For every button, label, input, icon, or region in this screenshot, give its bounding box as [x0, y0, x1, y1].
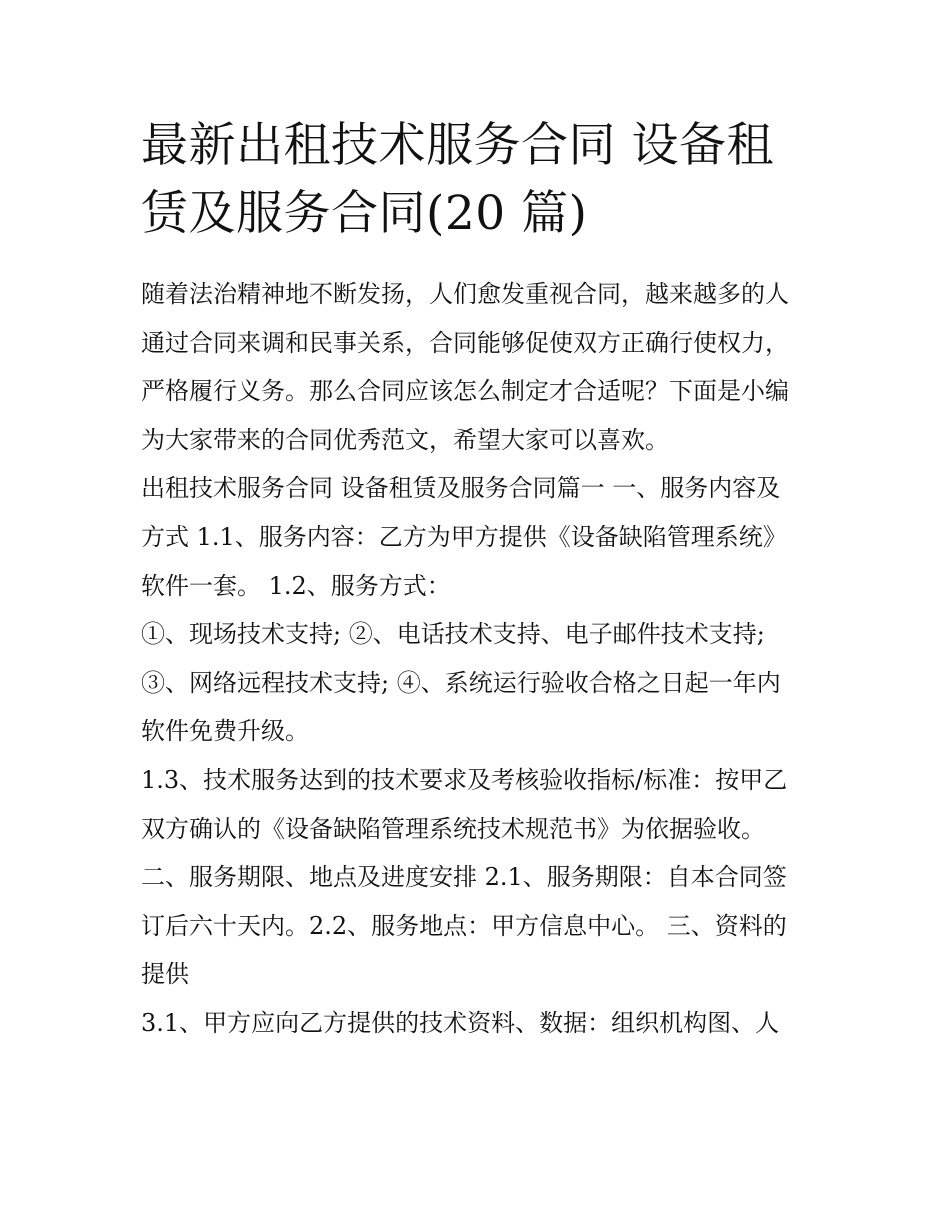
- text-line: 1.3、技术服务达到的技术要求及考核验收指标/标准：按甲乙: [141, 765, 788, 794]
- paragraph-service-content: [141, 464, 813, 610]
- paragraph-acceptance-and-term: [141, 756, 813, 999]
- paragraph-service-methods: [141, 610, 813, 756]
- text-line: 提供: [141, 960, 189, 989]
- text-line: 为大家带来的合同优秀范文，希望大家可以喜欢。: [141, 425, 669, 454]
- text-line: 订后六十天内。2.2、服务地点：甲方信息中心。 三、资料的: [141, 911, 787, 940]
- text-line: ③、网络远程技术支持; ④、系统运行验收合格之日起一年内: [141, 668, 781, 697]
- text-line: 随着法治精神地不断发扬，人们愈发重视合同，越来越多的人: [141, 280, 789, 308]
- document-title: [141, 112, 813, 248]
- text-line: 严格履行义务。那么合同应该怎么制定才合适呢？下面是小编: [141, 377, 789, 406]
- text-line: 双方确认的《设备缺陷管理系统技术规范书》为依据验收。: [141, 814, 765, 843]
- text-line: 二、服务期限、地点及进度安排 2.1、服务期限：自本合同签: [141, 863, 787, 892]
- text-line: 软件一套。 1.2、服务方式：: [141, 571, 451, 600]
- paragraph-intro: [141, 270, 813, 464]
- text-line: 软件免费升级。: [141, 717, 309, 746]
- text-line: ①、现场技术支持; ②、电话技术支持、电子邮件技术支持;: [141, 620, 765, 649]
- document-body: [141, 270, 813, 1048]
- title-line: 最新出租技术服务合同 设备租: [141, 118, 774, 173]
- text-line: 方式 1.1、服务内容：乙方为甲方提供《设备缺陷管理系统》: [141, 522, 787, 551]
- text-line: 出租技术服务合同 设备租赁及服务合同篇一 一、服务内容及: [141, 474, 781, 503]
- text-line: 3.1、甲方应向乙方提供的技术资料、数据：组织机构图、人: [141, 1008, 780, 1037]
- title-line: 赁及服务合同(20 篇): [141, 186, 588, 241]
- paragraph-materials: [141, 999, 813, 1048]
- text-line: 通过合同来调和民事关系，合同能够促使双方正确行使权力，: [141, 328, 789, 357]
- document-page: [141, 112, 813, 1048]
